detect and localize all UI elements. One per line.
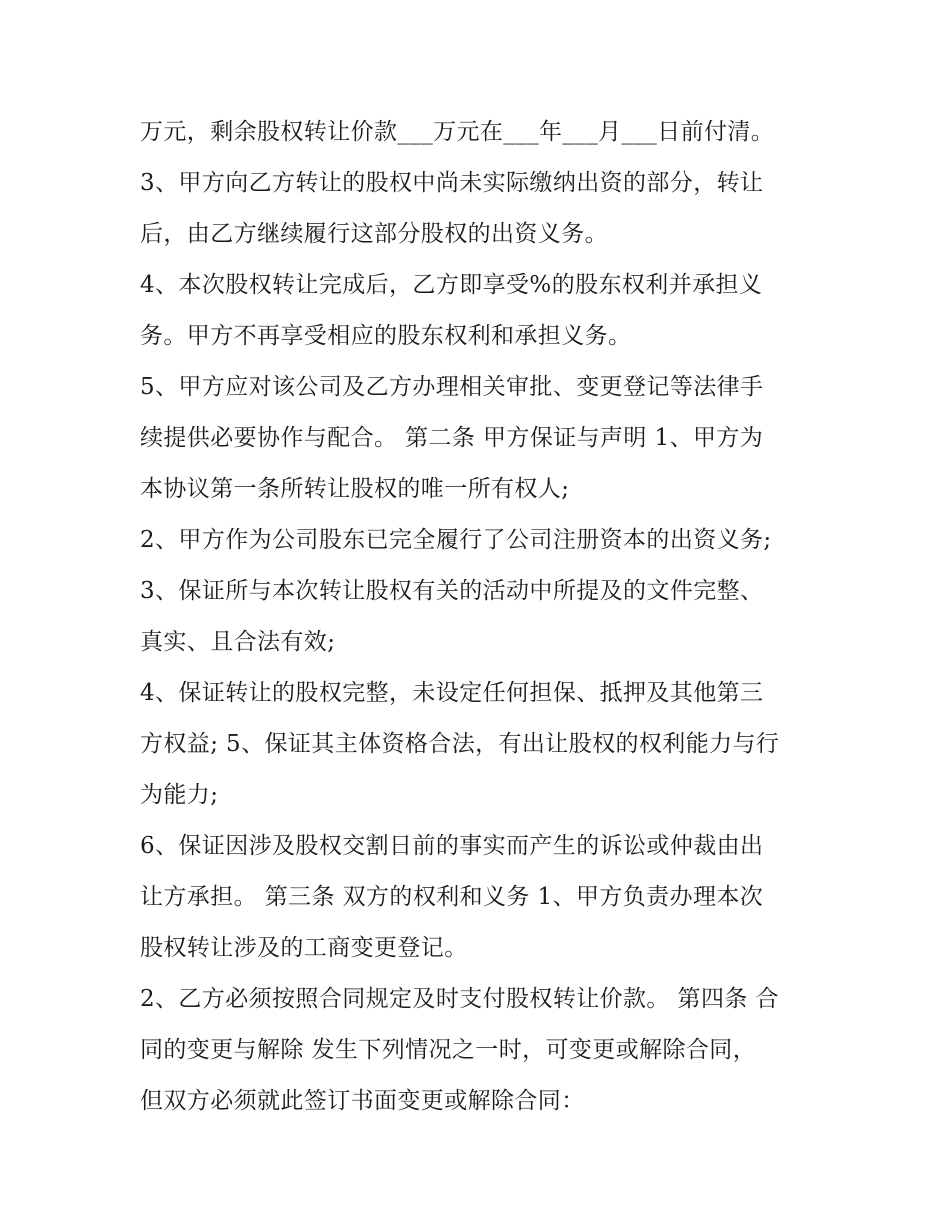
text-line: 本协议第一条所转让股权的唯一所有权人; (140, 476, 570, 502)
text-line: 6、保证因涉及股权交割日前的事实而产生的诉讼或仲裁由出 (140, 833, 764, 859)
text-line: 但双方必须就此签订书面变更或解除合同： (140, 1088, 585, 1114)
text-line: 2、甲方作为公司股东已完全履行了公司注册资本的出资义务; (140, 527, 772, 553)
text-line: 让方承担。 第三条 双方的权利和义务 1、甲方负责办理本次 (140, 884, 764, 910)
text-line: 3、甲方向乙方转让的股权中尚未实际缴纳出资的部分，转让 (140, 170, 764, 196)
text-line: 续提供必要协作与配合。 第二条 甲方保证与声明 1、甲方为 (140, 425, 764, 451)
text-line: 同的变更与解除 发生下列情况之一时，可变更或解除合同， (140, 1037, 757, 1063)
text-line: 4、保证转让的股权完整，未设定任何担保、抵押及其他第三 (140, 680, 764, 706)
text-line: 务。甲方不再享受相应的股东权利和承担义务。 (140, 323, 632, 349)
text-line: 为能力; (140, 782, 219, 808)
text-line: 后，由乙方继续履行这部分股权的出资义务。 (140, 221, 608, 247)
text-line: 股权转让涉及的工商变更登记。 (140, 935, 468, 961)
text-line: 5、甲方应对该公司及乙方办理相关审批、变更登记等法律手 (140, 374, 764, 400)
contract-body (140, 107, 820, 1127)
text-line: 3、保证所与本次转让股权有关的活动中所提及的文件完整、 (140, 578, 764, 604)
text-line: 4、本次股权转让完成后，乙方即享受%的股东权利并承担义 (140, 272, 763, 298)
text-line: 方权益; 5、保证其主体资格合法，有出让股权的权利能力与行 (140, 731, 780, 757)
text-line: 2、乙方必须按照合同规定及时支付股权转让价款。 第四条 合 (140, 986, 779, 1012)
text-line: 万元，剩余股权转让价款___万元在___年___月___日前付清。 (140, 119, 775, 145)
text-line: 真实、且合法有效; (140, 629, 336, 655)
